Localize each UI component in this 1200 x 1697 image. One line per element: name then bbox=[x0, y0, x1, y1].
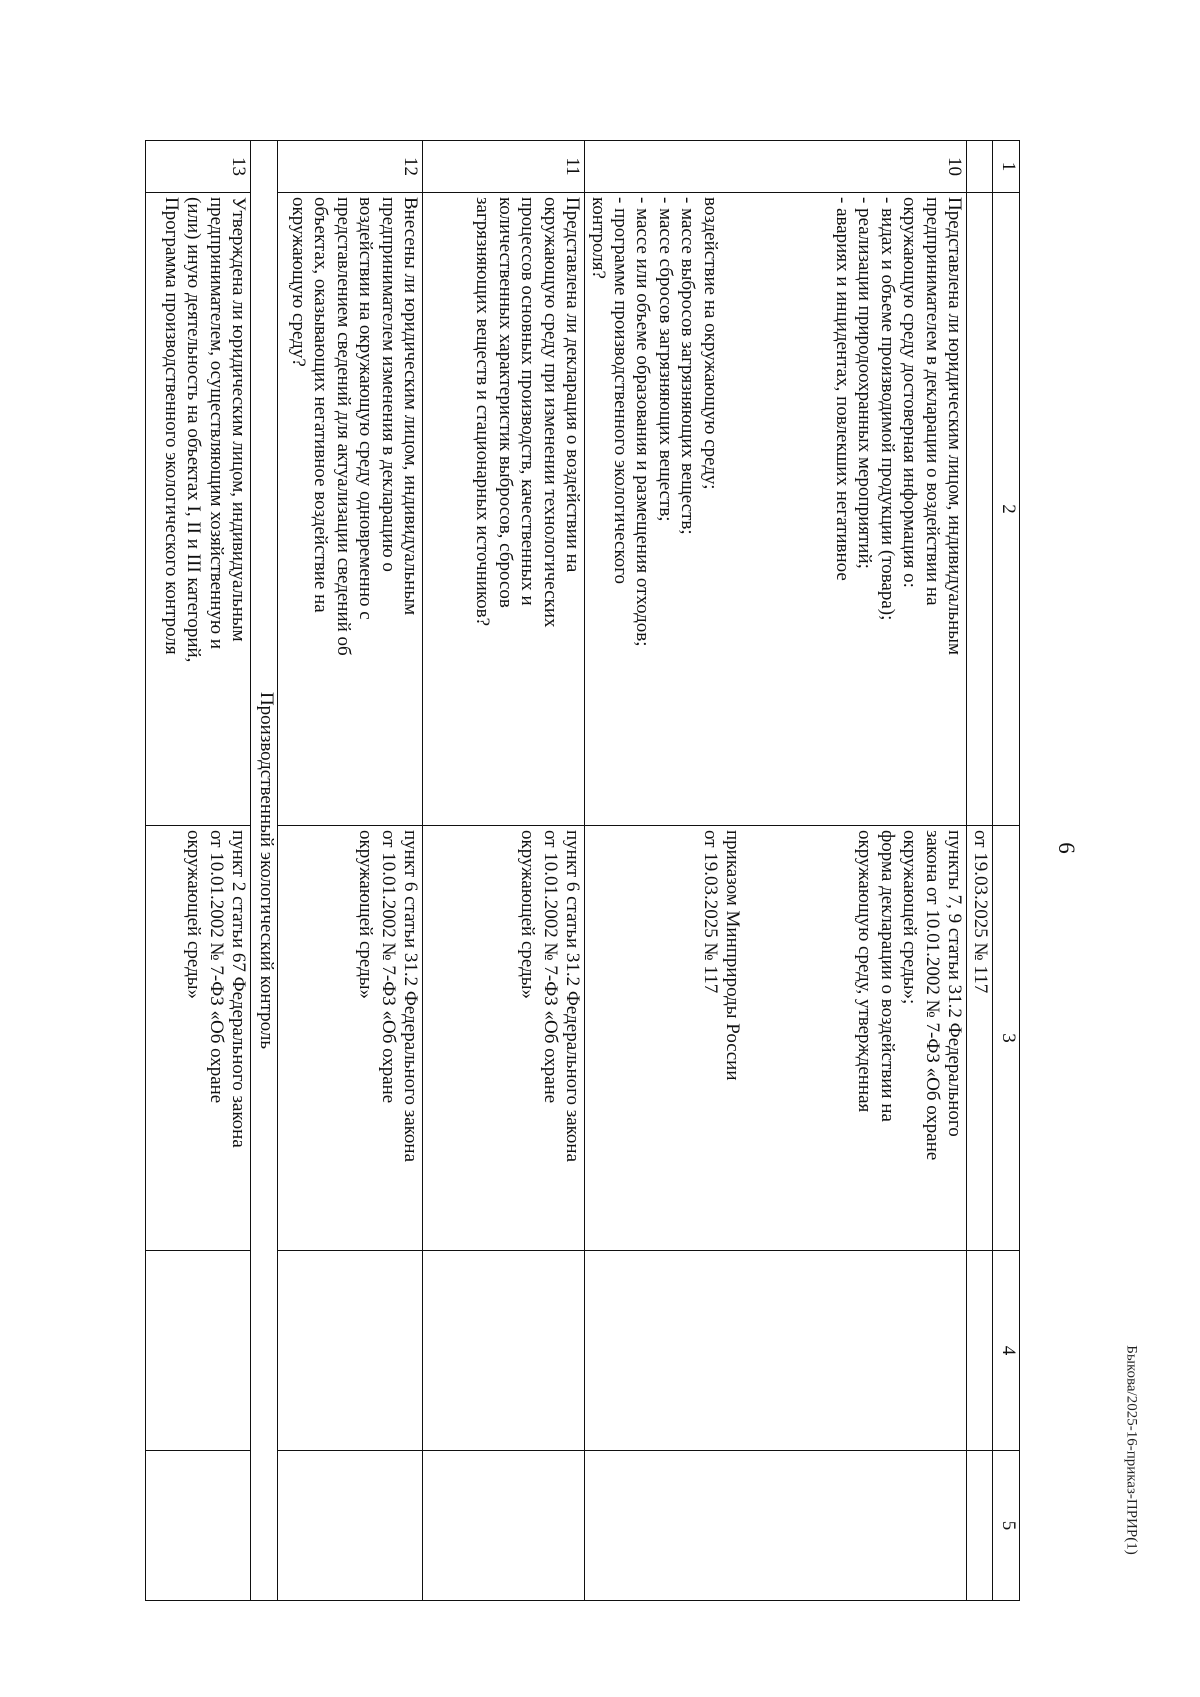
legal-reference-cell: пункты 7, 9 статьи 31.2 Федерального закона от 10.01.2002 № 7-ФЗ «Об охране окружающей среды»; форма декларации о воздействии на окружающую среду, утвержденная приказом Минприроды России от 19.03.2025 № 117 bbox=[585, 826, 967, 1251]
section-title: Производственный экологический контроль bbox=[251, 141, 278, 1601]
note-cell bbox=[585, 1451, 967, 1601]
legal-reference-cell: пункт 6 статьи 31.2 Федерального закона от 10.01.2002 № 7-ФЗ «Об охране окружающей среды» bbox=[278, 826, 423, 1251]
header-col-4: 4 bbox=[993, 1251, 1020, 1451]
legal-reference-cell: пункт 6 статьи 31.2 Федерального закона от 10.01.2002 № 7-ФЗ «Об охране окружающей среды» bbox=[423, 826, 585, 1251]
table-row bbox=[146, 141, 251, 1601]
row-number: 10 bbox=[585, 141, 967, 193]
answer-cell bbox=[585, 1251, 967, 1451]
answer-cell bbox=[146, 1251, 251, 1451]
question-cell: Представлена ли декларация о воздействии на окружающую среду при изменении технологических процессов основных производств, качественных и количественных характеристик выбросов, сбросов загрязняющих веществ и стационарных источников? bbox=[423, 193, 585, 826]
rotated-page-content bbox=[140, 140, 1020, 1600]
section-row bbox=[251, 141, 278, 1601]
table-row bbox=[585, 141, 967, 1601]
header-col-2: 2 bbox=[993, 193, 1020, 826]
row-number: 13 bbox=[146, 141, 251, 193]
table-header-row bbox=[993, 141, 1020, 1601]
question-cell: Внесены ли юридическим лицом, индивидуальным предпринимателем изменения в декларацию о воздействии на окружающую среду одновременно с представлением сведений для актуализации сведений об объектах, оказывающих негативное воздействие на окружающую среду? bbox=[278, 193, 423, 826]
answer-cell bbox=[278, 1251, 423, 1451]
page-number: 6 bbox=[1054, 842, 1079, 854]
footer-file-label: Быкова/2025-16-приказ-ПРИР(1) bbox=[1123, 1345, 1140, 1555]
header-col-1: 1 bbox=[993, 141, 1020, 193]
legal-reference-cell: пункт 2 статьи 67 Федерального закона от 10.01.2002 № 7-ФЗ «Об охране окружающей среды» bbox=[146, 826, 251, 1251]
question-cell: Утверждена ли юридическим лицом, индивидуальным предпринимателем, осуществляющим хозяйственную и (или) иную деятельность на объектах I, II и III категорий, Программа производственного экологического контроля bbox=[146, 193, 251, 826]
header-col-3: 3 bbox=[993, 826, 1020, 1251]
row-number: 12 bbox=[278, 141, 423, 193]
header-col-5: 5 bbox=[993, 1451, 1020, 1601]
row-number: 11 bbox=[423, 141, 585, 193]
inspection-checklist-table bbox=[145, 140, 1020, 1601]
answer-cell bbox=[423, 1251, 585, 1451]
note-cell bbox=[278, 1451, 423, 1601]
table-row bbox=[278, 141, 423, 1601]
question-cell: Представлена ли юридическим лицом, индивидуальным предпринимателем в декларации о воздействии на окружающую среду достоверная информация о: - видах и объеме производимой продукции (товара); - реализации природоохранных мероприятий; - авариях и инцидентах, повлекших негативное воздействие на окружающую среду; - массе выбросов загрязняющих веществ; - массе сбросов загрязняющих веществ; - массе или объеме образования и размещения отходов; - программе производственного экологического контроля? bbox=[585, 193, 967, 826]
table-row bbox=[423, 141, 585, 1601]
note-cell bbox=[146, 1451, 251, 1601]
continuation-row bbox=[967, 141, 993, 1601]
note-cell bbox=[423, 1451, 585, 1601]
continuation-reference: от 19.03.2025 № 117 bbox=[967, 826, 993, 1251]
